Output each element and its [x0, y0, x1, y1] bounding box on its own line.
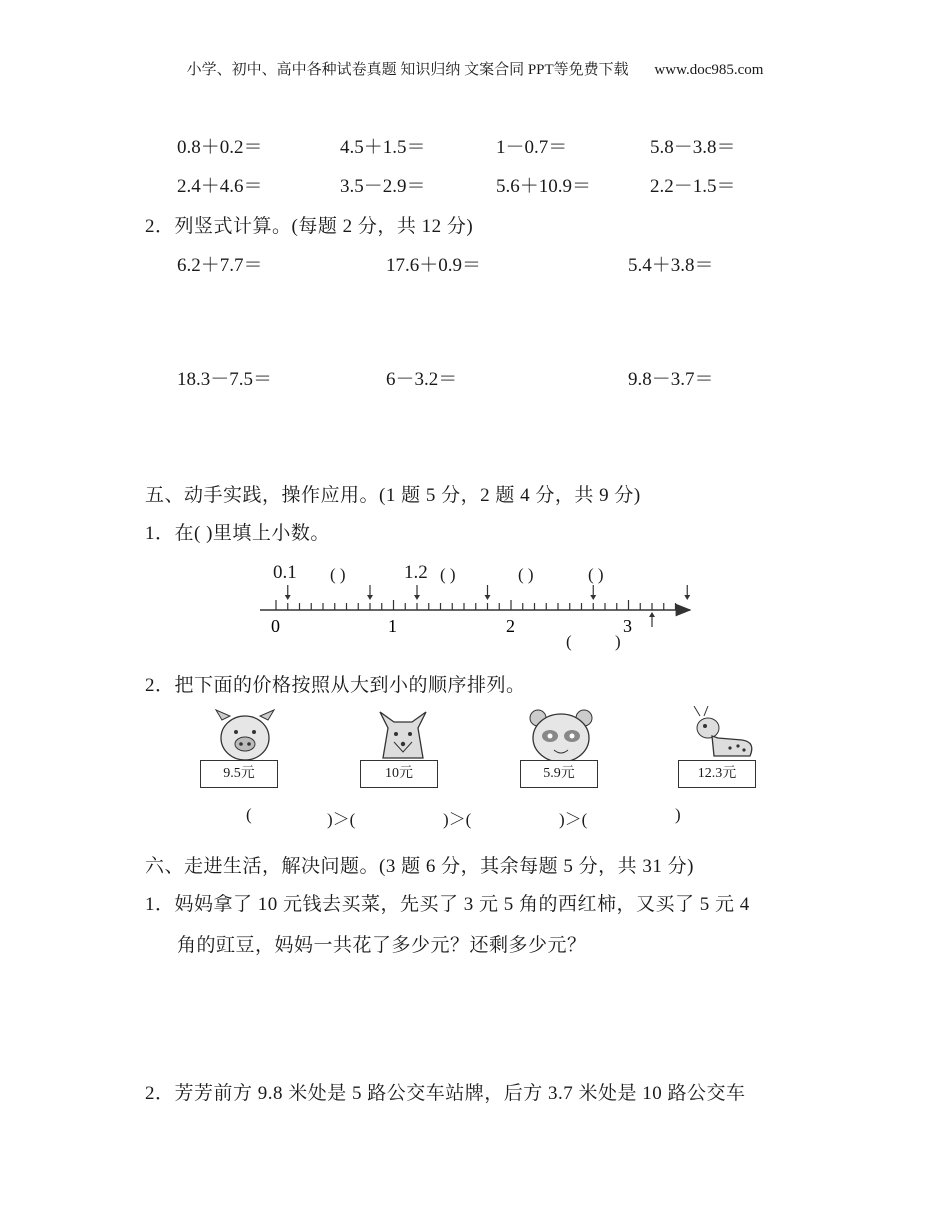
calc-item: 1－0.7＝: [496, 137, 568, 158]
axis-label-1: 1: [388, 616, 397, 636]
pointer-arrow-head: [414, 595, 420, 600]
price-tag-raccoon: 5.9元: [520, 760, 598, 788]
section6-q2-line1: 2．芳芳前方 9.8 米处是 5 路公交车站牌，后方 3.7 米处是 10 路公交车: [145, 1083, 746, 1104]
pointer-arrow-head: [367, 595, 373, 600]
answer-blank: ( ): [440, 565, 456, 584]
section6-q1-line1: 1．妈妈拿了 10 元钱去买菜，先买了 3 元 5 角的西红柿，又买了 5 元 4: [145, 894, 750, 915]
header-text: 小学、初中、高中各种试卷真题 知识归纳 文案合同 PPT等免费下载: [186, 62, 629, 78]
known-label-1-2: 1.2: [404, 562, 428, 583]
fox-image: [368, 708, 438, 766]
order-blank-open: (: [246, 805, 252, 824]
answer-blank: ( ): [588, 565, 604, 584]
axis-label-2: 2: [506, 616, 515, 636]
pointer-arrow-up-head: [649, 612, 655, 617]
price-tag-deer: 12.3元: [678, 760, 756, 788]
answer-blank-close: ): [615, 632, 621, 651]
axis-label-0: 0: [271, 616, 280, 636]
section5-q2-title: 2．把下面的价格按照从大到小的顺序排列。: [145, 675, 526, 696]
vertical-calc-item: 17.6＋0.9＝: [386, 255, 482, 276]
price-tag-pig: 9.5元: [200, 760, 278, 788]
calc-item: 5.6＋10.9＝: [496, 176, 592, 197]
order-separator: )＞(: [559, 810, 588, 829]
section6-title: 六、走进生活，解决问题。(3 题 6 分，其余每题 5 分，共 31 分): [145, 856, 694, 877]
pointer-arrow-head: [684, 595, 690, 600]
section5-q1-title: 1．在( )里填上小数。: [145, 523, 330, 544]
section6-q1-line2: 角的豇豆，妈妈一共花了多少元？还剩多少元？: [177, 935, 587, 956]
vertical-calc-title: 2．列竖式计算。(每题 2 分，共 12 分): [145, 216, 474, 237]
axis-label-3: 3: [623, 616, 632, 636]
pointer-arrow-head: [590, 595, 596, 600]
page-header: [0, 58, 950, 79]
order-blank-close: ): [675, 805, 681, 824]
number-line-ticks: [276, 600, 676, 610]
vertical-calc-item: 9.8－3.7＝: [628, 369, 714, 390]
deer-image: [690, 706, 760, 766]
answer-blank-open: (: [566, 632, 572, 651]
header-url: www.doc985.com: [654, 62, 764, 78]
answer-blank: ( ): [330, 565, 346, 584]
calc-item: 2.4＋4.6＝: [177, 176, 263, 197]
order-separator: )＞(: [443, 810, 472, 829]
calc-item: 3.5－2.9＝: [340, 176, 426, 197]
pointer-arrow-head: [285, 595, 291, 600]
answer-blank: ( ): [518, 565, 534, 584]
calc-item: 0.8＋0.2＝: [177, 137, 263, 158]
vertical-calc-item: 5.4＋3.8＝: [628, 255, 714, 276]
section5-title: 五、动手实践，操作应用。(1 题 5 分，2 题 4 分，共 9 分): [145, 485, 641, 506]
price-tag-fox: 10元: [360, 760, 438, 788]
vertical-calc-item: 18.3－7.5＝: [177, 369, 273, 390]
number-line: [255, 555, 705, 655]
vertical-calc-item: 6－3.2＝: [386, 369, 458, 390]
calc-item: 2.2－1.5＝: [650, 176, 736, 197]
known-label-0-1: 0.1: [273, 562, 297, 583]
pointer-arrow-head: [485, 595, 491, 600]
pig-image: [210, 708, 280, 766]
calc-item: 4.5＋1.5＝: [340, 137, 426, 158]
order-separator: )＞(: [327, 810, 356, 829]
calc-item: 5.8－3.8＝: [650, 137, 736, 158]
raccoon-image: [526, 706, 598, 766]
vertical-calc-item: 6.2＋7.7＝: [177, 255, 263, 276]
